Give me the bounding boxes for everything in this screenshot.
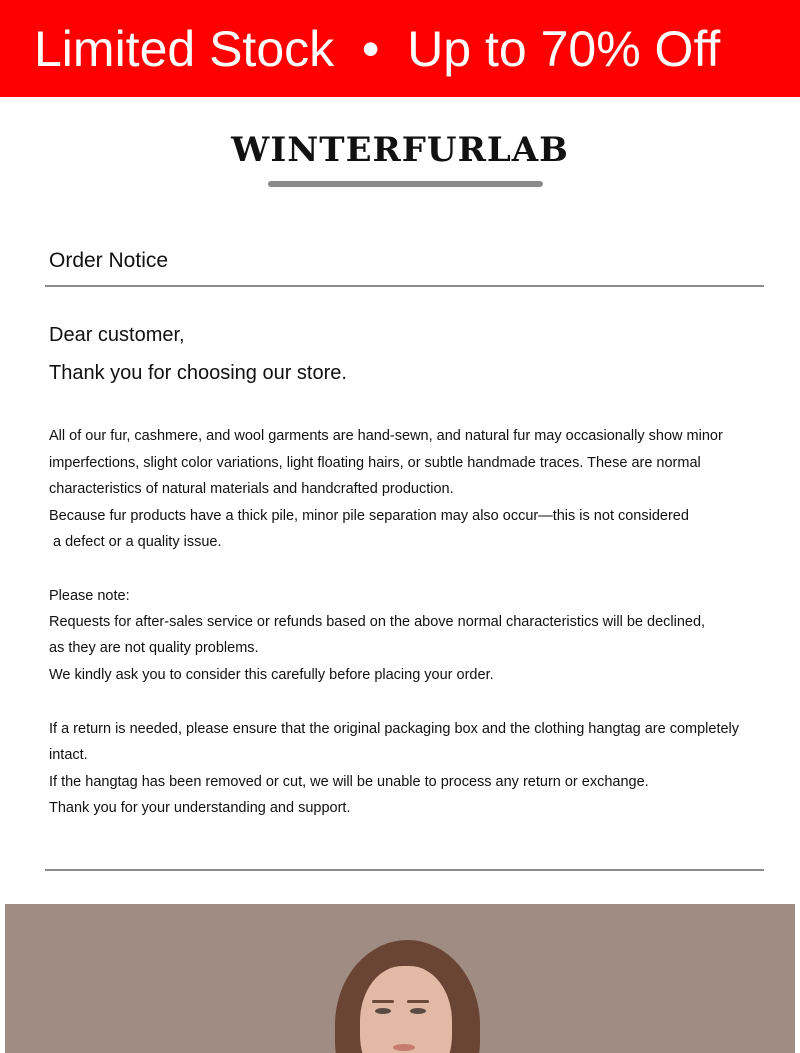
section-title: Order Notice bbox=[49, 249, 169, 272]
model-photo bbox=[5, 904, 795, 1053]
divider-top bbox=[45, 285, 764, 287]
model-eye bbox=[410, 1008, 426, 1014]
model-eye bbox=[375, 1008, 391, 1014]
brand-logo bbox=[0, 130, 800, 170]
divider-bottom bbox=[45, 869, 764, 871]
notice-line: We kindly ask you to consider this carefully before placing your order. bbox=[49, 667, 494, 683]
model-lips bbox=[393, 1044, 415, 1051]
brand-logo-text: WINTERFURLAB bbox=[231, 130, 569, 170]
thanks-line: Thank you for choosing our store. bbox=[49, 362, 347, 384]
notice-line: intact. bbox=[49, 747, 88, 763]
notice-line: If the hangtag has been removed or cut, we will be unable to process any return or exchange. bbox=[49, 774, 649, 790]
notice-line: Please note: bbox=[49, 588, 130, 604]
notice-line: Thank you for your understanding and support. bbox=[49, 800, 351, 816]
notice-line: a defect or a quality issue. bbox=[49, 534, 222, 550]
notice-line: If a return is needed, please ensure that the original packaging box and the clothing hangtag are completely bbox=[49, 721, 740, 737]
notice-line: as they are not quality problems. bbox=[49, 640, 259, 656]
notice-line: imperfections, slight color variations, light floating hairs, or subtle handmade traces. These are normal bbox=[49, 455, 701, 471]
model-brow bbox=[372, 1000, 394, 1003]
model-brow bbox=[407, 1000, 429, 1003]
logo-underline bbox=[268, 181, 543, 187]
promo-banner-text: Limited Stock • Up to 70% Off bbox=[34, 20, 721, 77]
notice-line: characteristics of natural materials and handcrafted production. bbox=[49, 481, 454, 497]
notice-line: Requests for after-sales service or refunds based on the above normal characteristics will be declined, bbox=[49, 614, 706, 630]
notice-line: Because fur products have a thick pile, minor pile separation may also occur—this is not considered bbox=[49, 508, 689, 524]
notice-line: All of our fur, cashmere, and wool garments are hand-sewn, and natural fur may occasionally show minor bbox=[49, 428, 723, 444]
promo-banner bbox=[0, 0, 800, 97]
greeting: Dear customer, bbox=[49, 324, 185, 346]
